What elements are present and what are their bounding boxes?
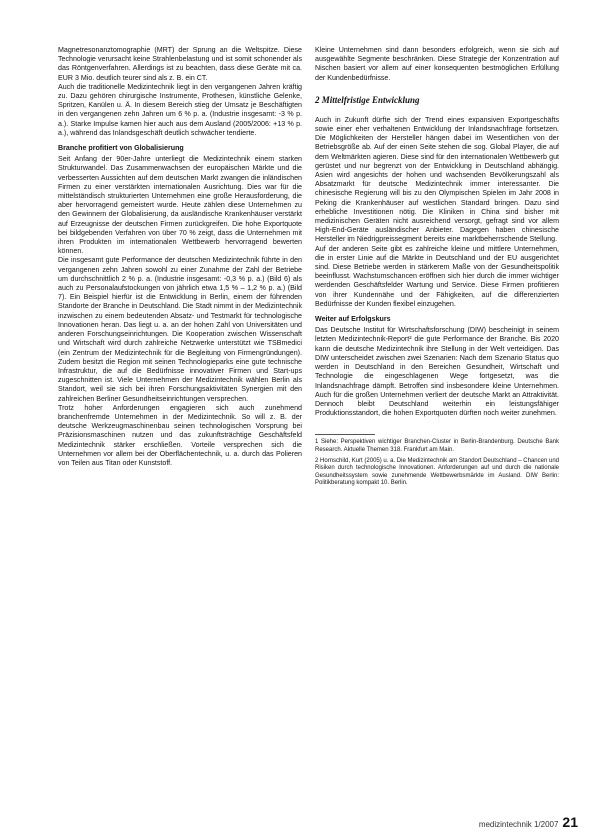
right-column [315,46,559,491]
paragraph: Das Deutsche Institut für Wirtschaftsforschung (DIW) bescheinigt in seinem letzten Medizintechnik-Report² die gute Performance der Branche. Bis 2020 kann die deutsche Medizintechnik ihre Stellung in der Welt verteidigen. Das DIW unterscheidet zwischen zwei Szenarien: Nach dem Szenario Status quo werden in Deutschland in den Bereichen Gesundheit, Wirtschaft und Technologie die eingeschlagenen Wege fortgesetzt, was die Inlandsnachfrage dämpft. Betroffen sind insbesondere kleine Unternehmen. Auch für die großen Unternehmen verliert der deutsche Markt an Attraktivität. Dennoch bleibt Deutschland weiterhin ein leistungsfähiger Produktionsstandort, die hohen Exportquoten dürften noch weiter zunehmen. [315,326,559,418]
paragraph: Kleine Unternehmen sind dann besonders erfolgreich, wenn sie sich auf ausgewählte Segmente beschränken. Diese Strategie der Konzentration auf Nischen basiert vor allem auf einer konsequenten bestmöglichen Erfüllung der Kundenbedürfnisse. [315,46,559,82]
left-column [58,46,302,468]
section-heading: 2 Mittelfristige Entwicklung [315,94,420,105]
paragraph: Auch die traditionelle Medizintechnik liegt in den vergangenen Jahren kräftig zu. Dazu gehören chirurgische Instrumente, Prothesen, künstliche Gelenke, Spritzen, Kanülen u. Ä. In diesem Bereich stieg der Umsatz je Beschäftigten in den vergangenen zehn Jahren um 6 % p. a. (Industrie insgesamt: -3 % p. a.). Starke Impulse kamen hier auch aus dem Ausland (2005/2006: +13 % p. a.), während das Inlandsgeschäft deutlich schwächer tendierte. [58,82,302,137]
page-number: 21 [562,814,578,830]
journal-name: medizintechnik 1/2007 [478,820,559,829]
footnote: 2 Hornschild, Kurt (2005) u. a. Die Medizintechnik am Standort Deutschland – Chancen und Risiken durch technologische Innovationen. Anforderungen auf und durch die nationale Gesundheitssystem sowie zunehmende Wettbewerbsmärkte im Ausland. DIW Berlin: Politikberatung kompakt 10. Berlin. [315,457,559,487]
footnote-divider [315,434,375,435]
footnote: 1 Siehe: Perspektiven wichtiger Branchen-Cluster in Berlin-Brandenburg. Deutsche Bank Research. Aktuelle Themen 318. Frankfurt am Main. [315,439,559,453]
paragraph: Auch in Zukunft dürfte sich der Trend eines expansiven Exportgeschäfts sowie einer eher verhaltenen Entwicklung der Inlandsnachfrage fortsetzen. Die Möglichkeiten der Hersteller hängen dabei im Wesentlichen von der Betriebsgröße ab. Auf der einen Seite stehen die sog. Global Player, die auf dem Weltmärkten agieren. Diese sind für den internationalen Wettbewerb gut gerüstet und nur begrenzt von der Entwicklung in Deutschland abhängig. Asien wird angesichts der hohen und wachsenden Bevölkerungszahl als Absatzmarkt für deutsche Medizintechnik immer interessanter. Die chinesische Regierung will bis zu den Olympischen Spielen im Jahr 2008 in Peking die Krankenhäuser auf westlichen Standard bringen. Dazu sind erhebliche Investitionen nötig. Die Kliniken in China sind bisher mit medizinischen Geräten nicht ausreichend versorgt, gefragt sind vor allem High-End-Geräte ausländischer Anbieter. Dagegen haben chinesische Hersteller im Niedrigpreissegment bereits eine marktbeherrschende Stellung. [315,115,559,244]
paragraph: Trotz hoher Anforderungen engagieren sich auch zunehmend branchenfremde Unternehmen in der Medizintechnik. So will z. B. der deutsche Werkzeugmaschinenbau seinen technologischen Vorsprung bei Präzisionsmaschinen nutzen und das zukunftsträchtige Geschäftsfeld Medizintechnik stärker erschließen. Vorteile versprechen sich die Unternehmen vor allem bei der Oberflächentechnik, u. a. durch das Polieren von Teilen aus Titan oder Kunststoff. [58,403,302,467]
section-subheading: Weiter auf Erfolgskurs [315,315,391,324]
paragraph: Magnetresonanztomographie (MRT) der Sprung an die Weltspitze. Diese Technologie verursacht keine Strahlenbelastung und ist somit schonender als das Röntgenverfahren. Allerdings ist zu beachten, dass diese Geräte mit ca. EUR 3 Mio. deutlich teurer sind als z. B. ein CT. [58,46,302,82]
paragraph: Seit Anfang der 90er-Jahre unterliegt die Medizintechnik einem starken Strukturwandel. Das Zusammenwachsen der europäischen Märkte und die verbesserten Aussichten auf dem deutschen Markt zwangen die inländischen Firmen zu einer verstärkten internationalen Ausrichtung. Dies war für die mittelständisch strukturierten Unternehmen eine große Herausforderung, die aber hervorragend gemeistert wurde. Heute zählen diese Unternehmen zu den Gewinnern der Globalisierung, da ausländische Krankenhäuser verstärkt auf Erzeugnisse der deutschen Firmen zurückgreifen. Die hohe Exportquote bei bildgebenden Verfahren von über 70 % zeigt, dass die Unternehmen mit ihren Produkten im internationalen Wettbewerb hervorragend bewerten können. [58,155,302,256]
paragraph: Die insgesamt gute Performance der deutschen Medizintechnik führte in den vergangenen zehn Jahren sowohl zu einer Zunahme der Zahl der Betriebe um durchschnittlich 2 % p. a. (Industrie insgesamt: -0,3 % p. a.) (Bild 6) als auch zu Personalaufstockungen von jährlich etwa 1,5 % – 1,2 % p. a.) (Bild 7). Ein Beispiel hierfür ist die Entwicklung in Berlin, einem der führenden Standorte der Branche in Deutschland. Die Stadt nimmt in der Medizintechnik inzwischen zu einem bedeutenden Absatz- und Testmarkt für technologische Innovationen heran. Das liegt u. a. an der hohen Zahl von Universitäten und anderen Forschungseinrichtungen. Die Kooperation zwischen Wissenschaft und Wirtschaft wird durch zahlreiche Netzwerke unterstützt wie TSBmedici (ein Zentrum der Medizintechnik für die Begleitung von Firmengründungen). Zudem besitzt die Region mit seinen Technologieparks eine gute technische Infrastruktur, die auf die Bedürfnisse innovativer Firmen und Start-ups zugeschnitten ist. Viele Unternehmen der Medizintechnik wählen Berlin als Standort, weil sie sich bei ihren Forschungsaktivitäten Synergien mit den zahlreichen Berliner Gesundheitseinrichtungen versprechen. [58,256,302,403]
page-footer [479,814,578,830]
section-subheading: Branche profitiert von Globalisierung [58,144,184,153]
paragraph: Auf der anderen Seite gibt es zahlreiche kleine und mittlere Unternehmen, die in erster Linie auf die Märkte in Deutschland und der EU ausgerichtet sind. Diese Betriebe werden in stärkerem Maße von der Gesundheitspolitik beeinflusst. Wachstumschancen eröffnen sich hier durch die immer wichtiger werdenden Geschäftsfelder Wartung und Service. Diese Firmen profitieren von ihrer Kundennähe und der Fähigkeiten, auf die differenzierten Bedürfnisse der Kunden flexibel einzugehen. [315,244,559,308]
